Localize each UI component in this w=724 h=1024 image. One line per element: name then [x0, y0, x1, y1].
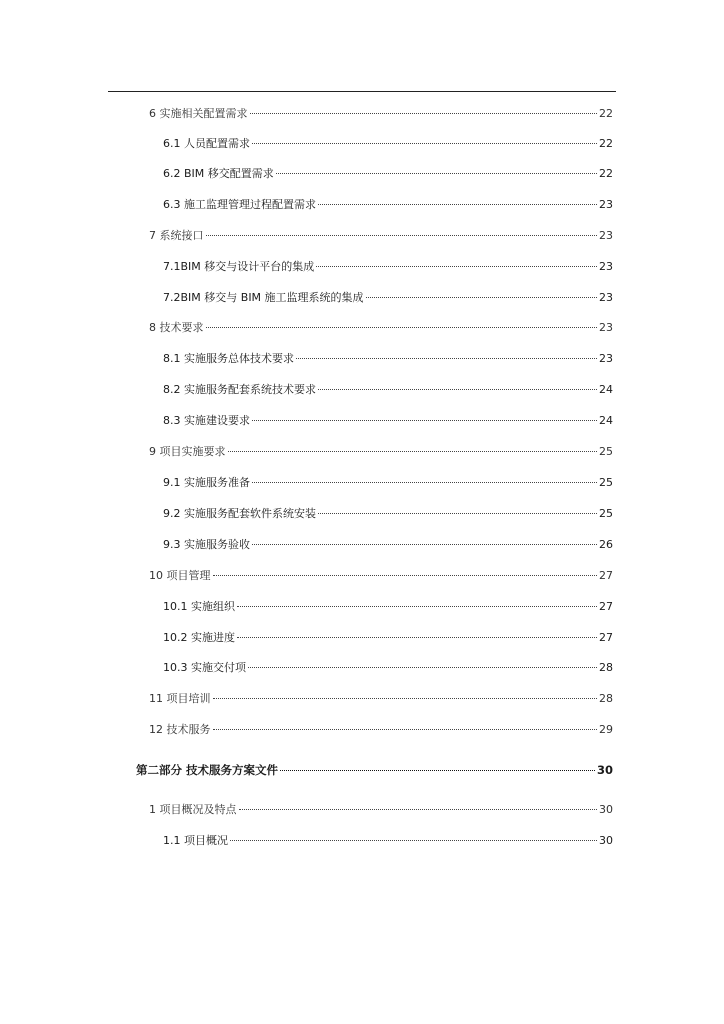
- toc-leader-dots: [206, 317, 598, 328]
- toc-leader-dots: [280, 760, 595, 771]
- toc-part-entry[interactable]: [136, 763, 613, 777]
- toc-entry[interactable]: [149, 802, 613, 816]
- toc-entry-label: 1.1 项目概况: [163, 834, 228, 847]
- toc-entry[interactable]: [163, 475, 613, 489]
- toc-entry-label: 7 系统接口: [149, 229, 204, 242]
- toc-entry-label: 9.1 实施服务准备: [163, 476, 250, 489]
- toc-entry-label: 6.1 人员配置需求: [163, 137, 250, 150]
- toc-entry-label: 1 项目概况及特点: [149, 803, 237, 816]
- toc-page-number: 30: [599, 834, 613, 847]
- toc-entry-label: 8.1 实施服务总体技术要求: [163, 352, 294, 365]
- toc-entry-label: 6.2 BIM 移交配置需求: [163, 167, 274, 180]
- toc-page-number: 23: [599, 260, 613, 273]
- toc-leader-dots: [237, 596, 597, 607]
- toc-page-number: 22: [599, 107, 613, 120]
- header-rule: [108, 91, 616, 92]
- toc-leader-dots: [237, 627, 597, 638]
- toc-page-number: 22: [599, 137, 613, 150]
- toc-entry[interactable]: [163, 382, 613, 396]
- toc-entry-label: 9 项目实施要求: [149, 445, 226, 458]
- toc-leader-dots: [213, 719, 598, 730]
- toc-entry-label: 10.2 实施进度: [163, 631, 235, 644]
- toc-leader-dots: [248, 657, 597, 668]
- toc-entry-label: 6 实施相关配置需求: [149, 107, 248, 120]
- toc-leader-dots: [316, 256, 597, 267]
- toc-leader-dots: [206, 225, 598, 236]
- toc-entry[interactable]: [149, 444, 613, 458]
- toc-entry-label: 10.1 实施组织: [163, 600, 235, 613]
- toc-entry[interactable]: [149, 722, 613, 736]
- toc-page-number: 28: [599, 661, 613, 674]
- toc-entry[interactable]: [163, 197, 613, 211]
- toc-page-number: 30: [599, 803, 613, 816]
- toc-leader-dots: [296, 348, 597, 359]
- toc-entry[interactable]: [149, 106, 613, 120]
- toc-entry-label: 6.3 施工监理管理过程配置需求: [163, 198, 316, 211]
- toc-page-number: 23: [599, 321, 613, 334]
- toc-entry-label: 8.3 实施建设要求: [163, 414, 250, 427]
- toc-entry-label: 9.2 实施服务配套软件系统安装: [163, 507, 316, 520]
- toc-page-number: 29: [599, 723, 613, 736]
- toc-page-number: 25: [599, 445, 613, 458]
- toc-leader-dots: [213, 688, 598, 699]
- toc-entry[interactable]: [149, 320, 613, 334]
- toc-leader-dots: [318, 194, 597, 205]
- toc-entry[interactable]: [149, 568, 613, 582]
- toc-entry-label: 10.3 实施交付项: [163, 661, 246, 674]
- toc-entry[interactable]: [163, 599, 613, 613]
- toc-page-number: 27: [599, 631, 613, 644]
- toc-entry[interactable]: [163, 259, 613, 273]
- toc-page-number: 27: [599, 600, 613, 613]
- toc-entry[interactable]: [163, 413, 613, 427]
- toc-page-number: 27: [599, 569, 613, 582]
- toc-entry-label: 11 项目培训: [149, 692, 211, 705]
- toc-entry[interactable]: [163, 506, 613, 520]
- toc-page-number: 23: [599, 229, 613, 242]
- toc-page-number: 25: [599, 507, 613, 520]
- toc-leader-dots: [213, 565, 598, 576]
- toc-page-number: 26: [599, 538, 613, 551]
- toc-entry-label: 8 技术要求: [149, 321, 204, 334]
- toc-entry-label: 12 技术服务: [149, 723, 211, 736]
- toc-leader-dots: [252, 472, 597, 483]
- toc-entry-label: 9.3 实施服务验收: [163, 538, 250, 551]
- toc-leader-dots: [366, 287, 597, 298]
- toc-leader-dots: [318, 503, 597, 514]
- toc-leader-dots: [239, 799, 598, 810]
- toc-leader-dots: [252, 133, 597, 144]
- toc-entry[interactable]: [163, 660, 613, 674]
- toc-leader-dots: [252, 534, 597, 545]
- toc-entry[interactable]: [163, 136, 613, 150]
- toc-page-number: 30: [596, 763, 613, 777]
- toc-leader-dots: [250, 103, 598, 114]
- toc-page-number: 22: [599, 167, 613, 180]
- toc-leader-dots: [230, 830, 597, 841]
- toc-leader-dots: [252, 410, 597, 421]
- toc-entry[interactable]: [163, 166, 613, 180]
- toc-page-number: 25: [599, 476, 613, 489]
- toc-entry[interactable]: [163, 537, 613, 551]
- toc-leader-dots: [276, 163, 597, 174]
- toc-entry-label: 7.1BIM 移交与设计平台的集成: [163, 260, 315, 273]
- toc-entry[interactable]: [163, 833, 613, 847]
- toc-entry[interactable]: [163, 290, 613, 304]
- toc-leader-dots: [318, 379, 597, 390]
- toc-page-number: 24: [599, 383, 613, 396]
- toc-entry[interactable]: [163, 351, 613, 365]
- toc-entry[interactable]: [163, 630, 613, 644]
- toc-entry[interactable]: [149, 228, 613, 242]
- toc-leader-dots: [228, 441, 598, 452]
- toc-page-number: 23: [599, 291, 613, 304]
- toc-page-number: 24: [599, 414, 613, 427]
- toc-page-number: 28: [599, 692, 613, 705]
- toc-entry[interactable]: [149, 691, 613, 705]
- toc-page-number: 23: [599, 352, 613, 365]
- toc-page-number: 23: [599, 198, 613, 211]
- toc-entry-label: 10 项目管理: [149, 569, 211, 582]
- toc-entry-label: 8.2 实施服务配套系统技术要求: [163, 383, 316, 396]
- toc-entry-label: 第二部分 技术服务方案文件: [136, 763, 279, 777]
- toc-entry-label: 7.2BIM 移交与 BIM 施工监理系统的集成: [163, 291, 364, 304]
